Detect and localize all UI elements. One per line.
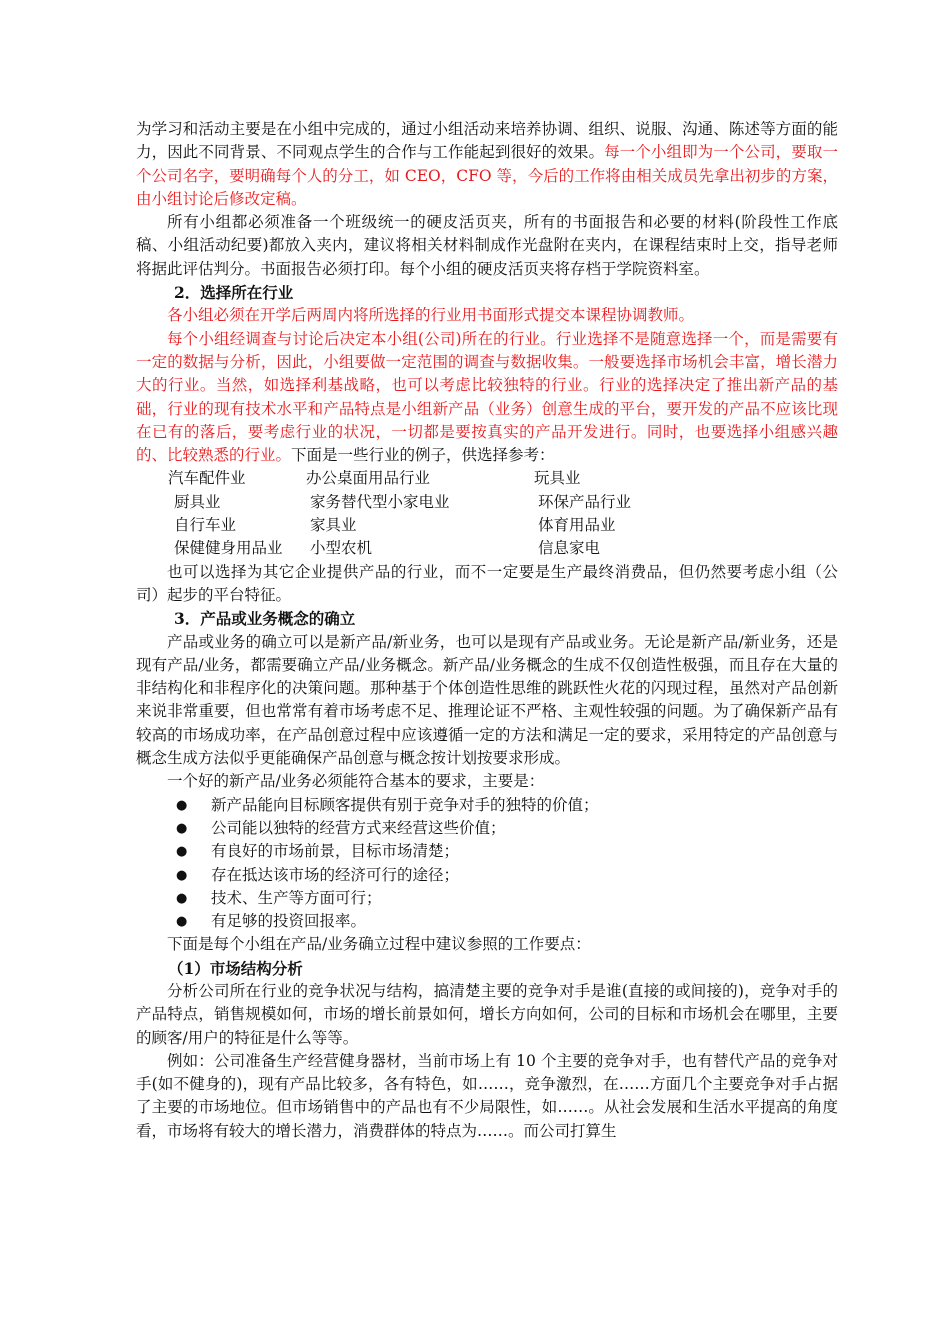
paragraph-work-points-intro: 下面是每个小组在产品/业务确立过程中建议参照的工作要点： <box>167 935 591 954</box>
list-item <box>136 887 838 910</box>
industry-item: 办公桌面用品行业 <box>306 469 431 488</box>
industry-item: 环保产品行业 <box>538 492 632 511</box>
list-item-text: 技术、生产等方面可行； <box>211 888 382 907</box>
industry-item: 自行车业 <box>174 516 237 535</box>
section-heading-2: 2．选择所在行业 <box>174 283 294 303</box>
paragraph-example: 例如：公司准备生产经营健身器材，当前市场上有 10 个主要的竞争对手，也有替代产品的竞争对手(如不健身的)，现有产品比较多，各有特色，如……，竞争激烈，在……方面几个主要竞争对手占据了主要的市场地位。但市场销售中的产品也有不少局限性，如……。从社会发展和生活水平提高的角度看，市场将有较大的增长潜力，消费群体的特点为……。而公司打算生 <box>136 1051 838 1140</box>
list-item-text: 公司能以独特的经营方式来经营这些价值； <box>211 818 506 837</box>
list-item-text: 存在抵达该市场的经济可行的途径； <box>211 865 460 884</box>
list-item <box>136 910 838 933</box>
industry-item: 厨具业 <box>174 492 221 511</box>
paragraph-text: 下面是一些行业的例子，供选择参考： <box>291 446 555 465</box>
list-item <box>136 794 838 817</box>
paragraph-highlight-red: 每个小组经调查与讨论后决定本小组(公司)所在的行业。行业选择不是随意选择一个，而是需要有一定的数据与分析，因此，小组要做一定范围的调查与数据收集。一般要选择市场机会丰富，增长潜力大的行业。当然，如选择利基战略，也可以考虑比较独特的行业。行业的选择决定了推出新产品的基础，行业的现有技术水平和产品特点是小组新产品（业务）创意生成的平台，要开发的产品不应该比现在已有的落后，要考虑行业的状况，一切都是要按真实的产品开发进行。同时，也要选择小组感兴趣的、比较熟悉的行业。 <box>136 329 838 465</box>
bullet-icon: ● <box>176 914 188 930</box>
industry-item: 保健健身用品业 <box>174 539 283 558</box>
industry-item: 玩具业 <box>534 469 581 488</box>
paragraph-deadline: 各小组必须在开学后两周内将所选择的行业用书面形式提交本课程协调教师。 <box>167 306 695 325</box>
list-item-text: 有良好的市场前景，目标市场清楚； <box>211 842 460 861</box>
industry-item: 家具业 <box>310 516 357 535</box>
list-item <box>136 864 838 887</box>
list-item-text: 有足够的投资回报率。 <box>211 912 367 931</box>
list-item-text: 新产品能向目标顾客提供有别于竞争对手的独特的价值； <box>211 795 599 814</box>
paragraph-highlight-red: 每一个小组即为一个公司，要取一个公司名字，要明确每个人的分工，如 CEO，CFO 等，今后的工作将由相关成员先拿出初步的方案，由小组讨论后修改定稿。 <box>136 143 838 208</box>
requirements-list <box>136 794 838 934</box>
document-body <box>136 118 838 1143</box>
list-item <box>136 817 838 840</box>
paragraph-market-structure: 分析公司所在行业的竞争状况与结构，搞清楚主要的竞争对手是谁(直接的或间接的)，竞争对手的产品特点，销售规模如何，市场的增长前景如何，增长方向如何，公司的目标和市场机会在哪里，主要的顾客/用户的特征是什么等等。 <box>136 981 838 1047</box>
section-heading-3: 3．产品或业务概念的确立 <box>174 609 356 629</box>
industry-item: 小型农机 <box>310 539 373 558</box>
bullet-icon: ● <box>176 797 188 813</box>
industry-item: 体育用品业 <box>538 516 616 535</box>
bullet-icon: ● <box>176 844 188 860</box>
industry-item: 汽车配件业 <box>168 469 246 488</box>
paragraph-binder: 所有小组都必须准备一个班级统一的硬皮活页夹，所有的书面报告和必要的材料(阶段性工作底稿、小组活动纪要)都放入夹内，建议将相关材料制成作光盘附在夹内，在课程结束时上交，指导老师将据此评估判分。书面报告必须打印。每个小组的硬皮活页夹将存档于学院资料室。 <box>136 213 838 278</box>
paragraph-requirements-intro: 一个好的新产品/业务必须能符合基本的要求，主要是： <box>167 772 545 791</box>
industry-item: 信息家电 <box>538 539 601 558</box>
subsection-heading-1: （1）市场结构分析 <box>168 958 303 978</box>
paragraph-text: 为学习和活动主要是在小组中完成的，通过小组活动来培养协调、组织、说服、沟通、陈述等方面的能力，因此不同背景、不同观点学生的合作与工作能起到很好的效果。 <box>136 120 838 162</box>
bullet-icon: ● <box>176 820 188 836</box>
bullet-icon: ● <box>176 867 188 883</box>
list-item <box>136 840 838 863</box>
industry-item: 家务替代型小家电业 <box>310 492 450 511</box>
bullet-icon: ● <box>176 890 188 906</box>
paragraph-industry-choice <box>136 328 838 468</box>
paragraph-other-industries: 也可以选择为其它企业提供产品的行业，而不一定要是生产最终消费品，但仍然要考虑小组（公司）起步的平台特征。 <box>136 562 838 604</box>
paragraph-group-work <box>136 118 838 211</box>
paragraph-product-concept: 产品或业务的确立可以是新产品/新业务，也可以是现有产品或业务。无论是新产品/新业务，还是现有产品/业务，都需要确立产品/业务概念。新产品/业务概念的生成不仅创造性极强，而且存在大量的非结构化和非程序化的决策问题。那种基于个体创造性思维的跳跃性火花的闪现过程，虽然对产品创新来说非常重要，但也常常有着市场考虑不足、推理论证不严格、主观性较强的问题。为了确保新产品有较高的市场成功率，在产品创意过程中应该遵循一定的方法和满足一定的要求，采用特定的产品创意与概念生成方法似乎更能确保产品创意与概念按计划按要求形成。 <box>136 632 838 768</box>
industry-examples-grid <box>136 467 838 560</box>
